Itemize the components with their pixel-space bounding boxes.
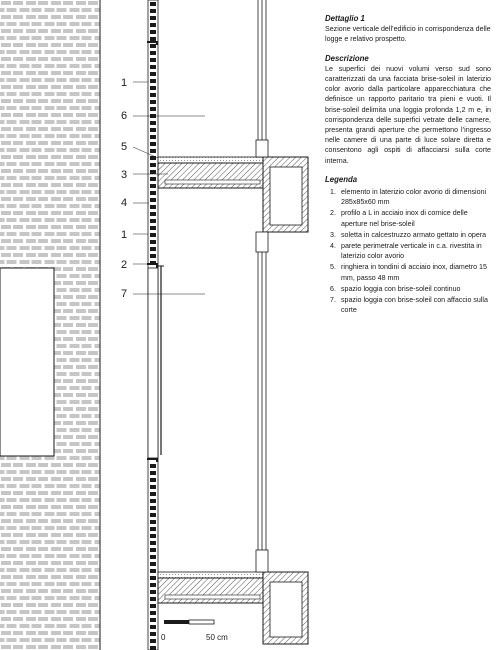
brick-course (150, 135, 156, 139)
brick-course (150, 240, 156, 244)
legend-number: 3. (330, 230, 336, 239)
brick-course (150, 16, 156, 20)
legend-item (325, 262, 491, 282)
detail-subtitle: Sezione verticale dell’edificio in corrispondenza delle logge e relativo prospetto. (325, 25, 491, 44)
brick-course (150, 37, 156, 41)
description-text: Le superfici dei nuovi volumi verso sud sono caratterizzati da una facciata brise-soleil in laterizio color avorio dalla particolare apparecchiatura che definisce un rapporto paritario tra pieni e vuoti. Il brise-soleil delimita una loggia profonda 1,2 m e, in corrispondenza delle superfici vetrate delle camere, presenta grandi aperture che permettono l’ingresso nelle camere di una parte di luce solare diretta e consentono agli ospiti di affacciarsi sulla corte interna. (325, 64, 491, 165)
legend-item (325, 208, 491, 228)
legend-list (325, 187, 491, 315)
brick-course (150, 254, 156, 258)
brick-course (150, 30, 156, 34)
legend-item (325, 187, 491, 207)
brick-course (150, 499, 156, 503)
scale-end: 50 cm (206, 633, 228, 642)
brick-course (150, 86, 156, 90)
brick-course (150, 2, 156, 6)
brick-course (150, 226, 156, 230)
brick-course (150, 611, 156, 615)
brick-course (150, 562, 156, 566)
legend-item (325, 284, 491, 294)
brick-course (150, 107, 156, 111)
brick-course (150, 247, 156, 251)
brick-course (150, 534, 156, 538)
brick-course (150, 625, 156, 629)
brick-course (150, 520, 156, 524)
brick-course (150, 65, 156, 69)
opening-in-section (148, 268, 158, 458)
brick-course (150, 492, 156, 496)
brick-course (150, 583, 156, 587)
legend-item (325, 230, 491, 240)
brick-course (150, 100, 156, 104)
brick-course (150, 93, 156, 97)
brick-course (150, 506, 156, 510)
brick-course (150, 121, 156, 125)
brick-course (150, 163, 156, 167)
legend-number: 1. (330, 188, 336, 197)
brick-course (150, 478, 156, 482)
brick-course (150, 541, 156, 545)
text-panel (325, 14, 491, 316)
legend-text: spazio loggia con brise-soleil continuo (341, 284, 461, 293)
brick-course (150, 646, 156, 650)
brick-course (150, 569, 156, 573)
brick-course (150, 205, 156, 209)
glazing (256, 0, 268, 572)
detail-title: Dettaglio 1 (325, 14, 365, 23)
legend-number: 7. (330, 296, 336, 305)
brick-course (150, 233, 156, 237)
facade-elevation (0, 0, 100, 650)
brick-course (150, 23, 156, 27)
callout-label: 4 (121, 197, 128, 209)
brick-course (150, 177, 156, 181)
brise-soleil-section (147, 0, 158, 650)
brick-course (150, 485, 156, 489)
description-heading: Descrizione (325, 53, 369, 63)
railing (158, 266, 164, 455)
legend-text: soletta in calcestruzzo armato gettato in opera (341, 230, 487, 239)
brick-course (150, 590, 156, 594)
slab-upper (158, 157, 308, 232)
legend-item (325, 241, 491, 261)
brick-course (150, 527, 156, 531)
legend-number: 4. (330, 242, 336, 251)
legend-number: 5. (330, 263, 336, 272)
legend-heading: Legenda (325, 174, 358, 184)
slab-lower (158, 572, 308, 644)
brick-course (150, 191, 156, 195)
callout-label: 2 (121, 259, 128, 271)
callout-label: 3 (121, 169, 128, 181)
callout-label: 5 (121, 141, 128, 153)
brick-course (150, 142, 156, 146)
brick-course (150, 79, 156, 83)
brick-course (150, 471, 156, 475)
callout-label: 1 (121, 229, 128, 241)
legend-text: elemento in laterizio color avorio di dimensioni 285x85x60 mm (341, 188, 487, 207)
scale-zero: 0 (161, 633, 166, 642)
brick-course (150, 548, 156, 552)
brick-course (150, 51, 156, 55)
brick-course (150, 58, 156, 62)
brick-course (150, 212, 156, 216)
scale-bar (161, 620, 228, 642)
legend-number: 6. (330, 284, 336, 293)
brick-course (150, 170, 156, 174)
brick-course (150, 576, 156, 580)
brick-course (150, 464, 156, 468)
brick-course (150, 639, 156, 643)
brick-course (150, 618, 156, 622)
brick-course (150, 198, 156, 202)
legend-item (325, 295, 491, 315)
brick-course (150, 9, 156, 13)
legend-text: profilo a L in acciaio inox di cornice delle aperture nel brise-soleil (341, 209, 468, 228)
brick-course (150, 513, 156, 517)
legend-text: ringhiera in tondini di acciaio inox, diametro 15 mm, passo 48 mm (341, 263, 487, 282)
brick-course (150, 44, 156, 48)
legend-text: parete perimetrale verticale in c.a. rivestita in laterizio color avorio (341, 242, 482, 261)
brick-course (150, 219, 156, 223)
legend-text: spazio loggia con brise-soleil con affaccio sulla corte (341, 296, 488, 315)
facade-opening (0, 268, 54, 456)
brick-course (150, 597, 156, 601)
legend-number: 2. (330, 209, 336, 218)
brick-course (150, 128, 156, 132)
brick-course (150, 555, 156, 559)
brick-course (150, 184, 156, 188)
brick-course (150, 72, 156, 76)
brick-course (150, 604, 156, 608)
callout-label: 7 (121, 288, 128, 300)
callout-label: 1 (121, 77, 128, 89)
brick-course (150, 149, 156, 153)
callout-label: 6 (121, 110, 128, 122)
brick-course (150, 632, 156, 636)
